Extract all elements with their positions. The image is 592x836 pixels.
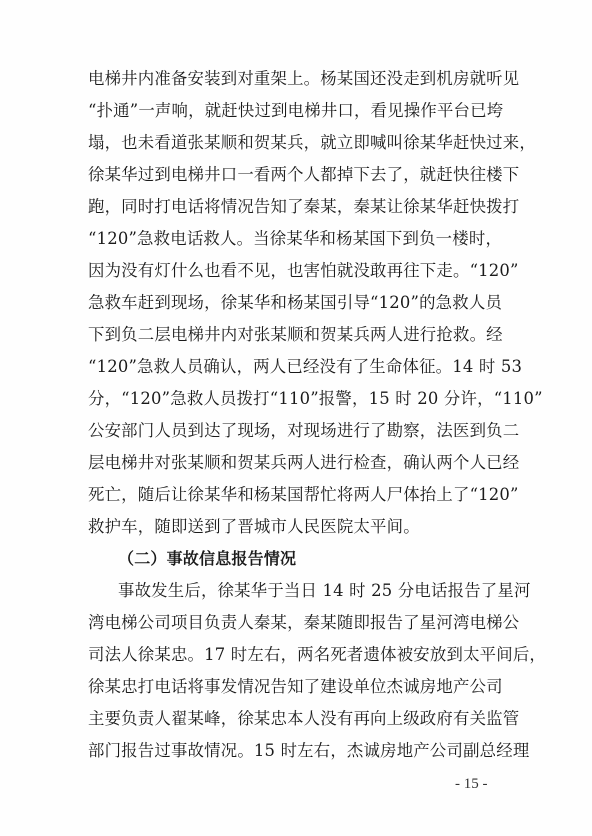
body-line: 急救车赶到现场，徐某华和杨某国引导“120”的急救人员	[88, 293, 503, 312]
body-line: 跑，同时打电话将情况告知了秦某，秦某让徐某华赶快拨打	[88, 197, 520, 216]
section-heading: （二）事故信息报告情况	[118, 549, 297, 568]
page-number: - 15 -	[455, 776, 488, 792]
body-line: 层电梯井对张某顺和贺某兵两人进行检查，确认两个人已经	[88, 453, 520, 472]
body-line: “120”急救人员确认，两人已经没有了生命体征。14 时 53	[88, 357, 523, 376]
body-line: 分，“120”急救人员拨打“110”报警，15 时 20 分许，“110”	[88, 389, 543, 408]
body-line: 救护车，随即送到了晋城市人民医院太平间。	[88, 517, 420, 536]
body-line: 徐某华过到电梯井口一看两个人都掉下去了，就赶快往楼下	[88, 165, 520, 184]
body-line: 部门报告过事故情况。15 时左右，杰诚房地产公司副总经理	[88, 741, 530, 760]
body-line: 湾电梯公司项目负责人秦某，秦某随即报告了星河湾电梯公	[88, 613, 520, 632]
body-line: “120”急救电话救人。当徐某华和杨某国下到负一楼时，	[88, 229, 503, 248]
body-line: 电梯井内准备安装到对重架上。杨某国还没走到机房就听见	[88, 69, 520, 88]
body-line: 事故发生后，徐某华于当日 14 时 25 分电话报告了星河	[118, 581, 531, 600]
body-line: 公安部门人员到达了现场，对现场进行了勘察，法医到负二	[88, 421, 520, 440]
body-line: 因为没有灯什么也看不见，也害怕就没敢再往下走。“120”	[88, 261, 519, 280]
body-line: “扑通”一声响，就赶快过到电梯井口，看见操作平台已垮	[88, 101, 504, 120]
body-line: 塌，也未看道张某顺和贺某兵，就立即喊叫徐某华赶快过来，	[88, 133, 536, 152]
body-line: 司法人徐某忠。17 时左右，两名死者遗体被安放到太平间后，	[88, 645, 547, 664]
body-line: 主要负责人翟某峰，徐某忠本人没有再向上级政府有关监管	[88, 709, 520, 728]
body-line: 徐某忠打电话将事发情况告知了建设单位杰诚房地产公司	[88, 677, 503, 696]
body-line: 下到负二层电梯井内对张某顺和贺某兵两人进行抢救。经	[88, 325, 503, 344]
body-line: 死亡，随后让徐某华和杨某国帮忙将两人尸体抬上了“120”	[88, 485, 519, 504]
